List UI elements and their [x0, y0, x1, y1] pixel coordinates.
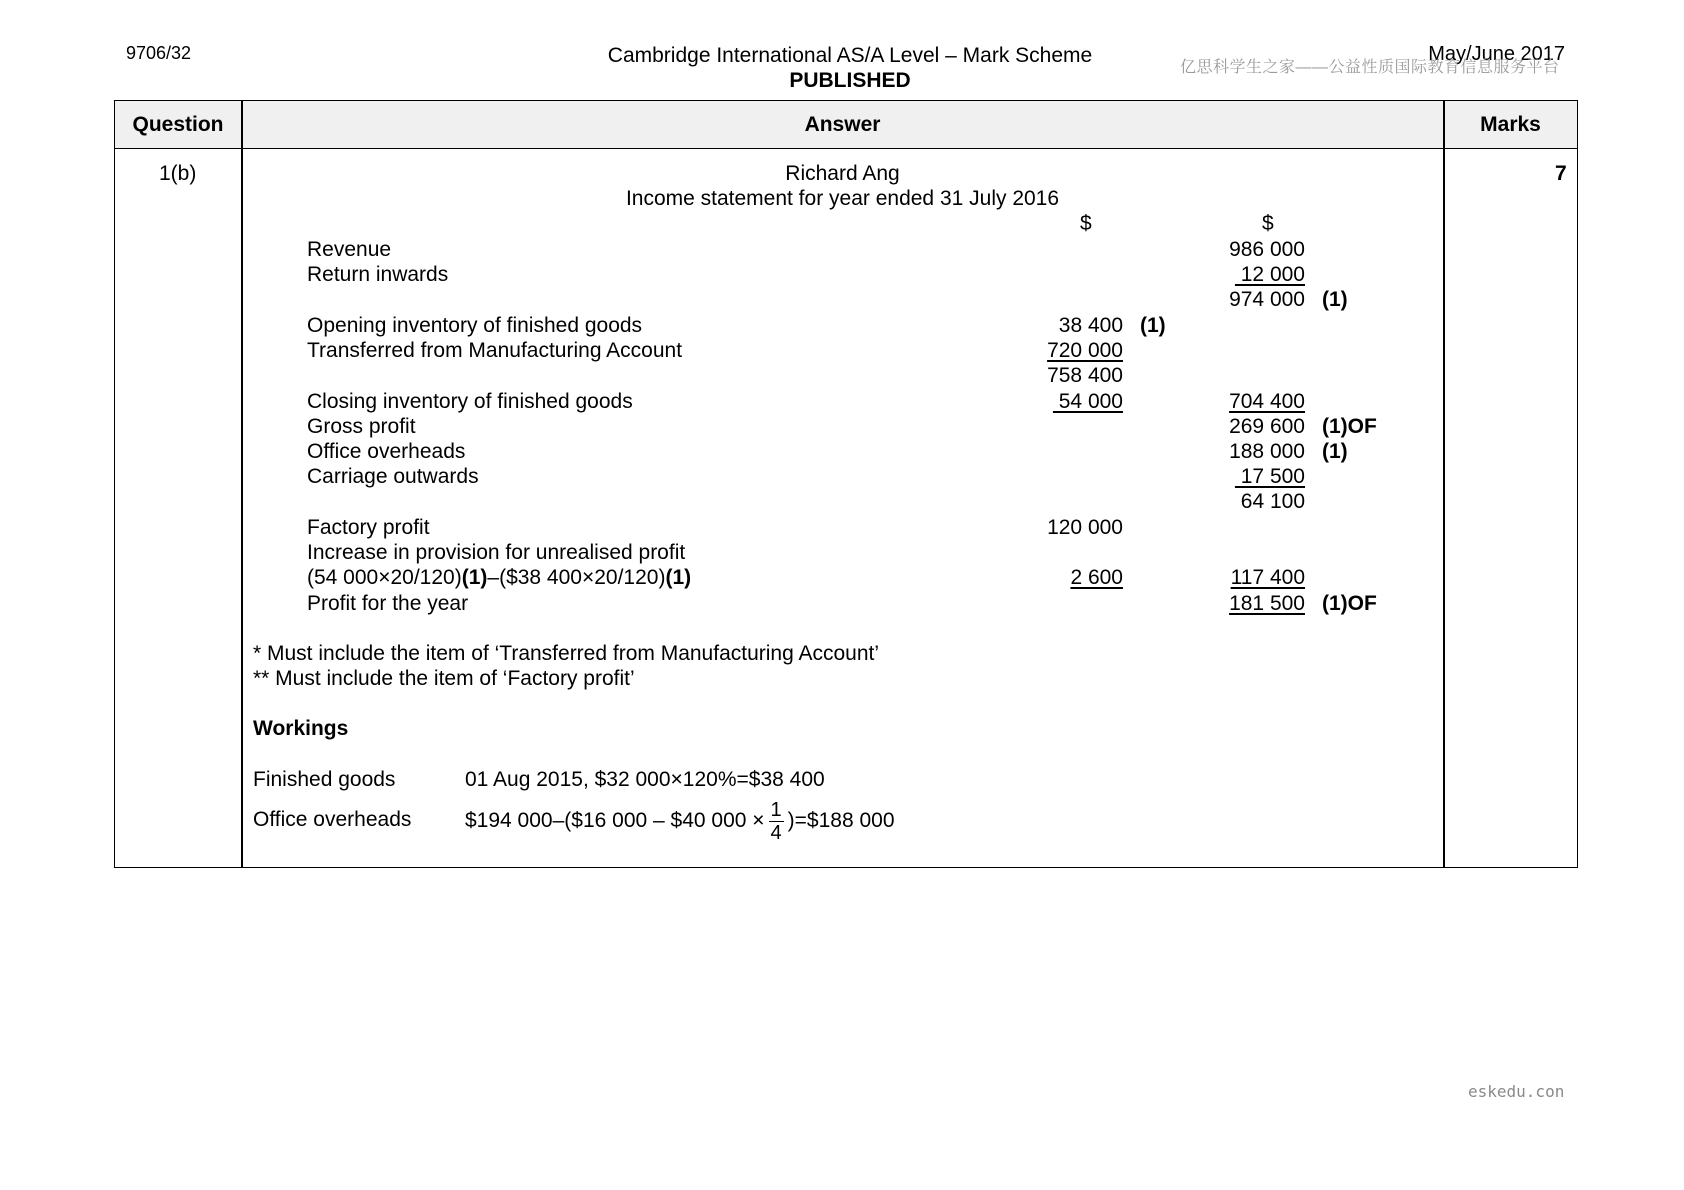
fraction-denominator: 4 [770, 821, 782, 844]
line-label-office-overheads: Office overheads [307, 440, 466, 463]
mark-annotation: (1) [1322, 440, 1348, 463]
amount-col1: 120 000 [1047, 516, 1123, 539]
exam-session: May/June 2017 [1428, 43, 1565, 65]
mark-annotation: (1) [1140, 314, 1166, 337]
line-label-transferred: Transferred from Manufacturing Account [307, 339, 683, 362]
amount-col2: 188 000 [1229, 440, 1305, 463]
working-calculation [465, 793, 895, 849]
total-marks: 7 [1555, 162, 1567, 185]
line-label-unrealised-profit: Increase in provision for unrealised profit [307, 541, 686, 564]
line-label-closing-inventory: Closing inventory of finished goods [307, 390, 633, 413]
fraction [769, 799, 784, 844]
amount-col2: 704 400 [1229, 390, 1305, 413]
working-label: Finished goods [253, 768, 396, 791]
watermark-text: 亿思科学生之家——公益性质国际教育信息服务平台 [1180, 59, 1560, 76]
paper-code: 9706/32 [126, 43, 192, 63]
mark-annotation: (1)OF [1322, 592, 1377, 615]
line-label-profit-for-year: Profit for the year [307, 592, 469, 615]
question-number: 1(b) [159, 162, 197, 185]
amount-col1: 720 000 [1047, 339, 1123, 362]
statement-owner: Richard Ang [785, 162, 900, 185]
statement-title: Income statement for year ended 31 July 2016 [625, 187, 1060, 210]
fraction-numerator: 1 [770, 798, 782, 821]
calc-part: –($38 400×20/120) [487, 566, 666, 589]
calc-mark: (1) [665, 566, 692, 589]
line-label-return-inwards: Return inwards [307, 263, 449, 286]
working-label: Office overheads [253, 808, 412, 831]
working-text: )=$188 000 [787, 809, 895, 832]
calc-mark: (1) [461, 566, 488, 589]
question-column-header: Question [132, 113, 224, 136]
amount-col1: 38 400 [1058, 314, 1123, 337]
document-title-text: Cambridge International AS/A Level – Mark Scheme [607, 44, 1093, 67]
workings-heading: Workings [253, 717, 349, 740]
published-label: PUBLISHED [789, 69, 911, 92]
note-line: ** Must include the item of ‘Factory profit’ [253, 667, 635, 690]
line-label-carriage-outwards: Carriage outwards [307, 465, 479, 488]
working-text: $194 000–($16 000 – $40 000 × [465, 809, 765, 832]
column-divider [1443, 101, 1445, 867]
amount-col1: 2 600 [1070, 566, 1123, 589]
line-label-opening-inventory: Opening inventory of finished goods [307, 314, 643, 337]
document-title [540, 43, 1160, 93]
currency-header-col1: $ [1080, 212, 1092, 235]
working-calculation: 01 Aug 2015, $32 000×120%=$38 400 [465, 768, 825, 791]
note-line: * Must include the item of ‘Transferred from Manufacturing Account’ [253, 642, 880, 665]
amount-col2: 986 000 [1229, 238, 1305, 261]
currency-header-col2: $ [1262, 212, 1274, 235]
calc-part: (54 000×20/120) [307, 566, 462, 589]
amount-col2: 12 000 [1234, 263, 1305, 286]
amount-col2: 974 000 [1229, 288, 1305, 311]
amount-col2: 181 500 [1229, 592, 1305, 615]
amount-col2: 117 400 [1230, 566, 1305, 589]
mark-annotation: (1)OF [1322, 415, 1377, 438]
mark-scheme-table [114, 100, 1578, 868]
amount-col2: 17 500 [1234, 465, 1305, 488]
amount-col2: 64 100 [1240, 490, 1305, 513]
mark-annotation: (1) [1322, 288, 1348, 311]
amount-col2: 269 600 [1229, 415, 1305, 438]
line-label-factory-profit: Factory profit [307, 516, 430, 539]
footer-site-mark: eskedu.con [1468, 1082, 1565, 1101]
answer-column-header: Answer [804, 113, 881, 136]
amount-col1: 54 000 [1052, 390, 1123, 413]
amount-col1: 758 400 [1047, 364, 1123, 387]
column-divider [241, 101, 243, 867]
line-label-gross-profit: Gross profit [307, 415, 416, 438]
marks-column-header: Marks [1480, 113, 1541, 136]
line-label-unrealised-calc [307, 566, 691, 590]
line-label-revenue: Revenue [307, 238, 392, 261]
